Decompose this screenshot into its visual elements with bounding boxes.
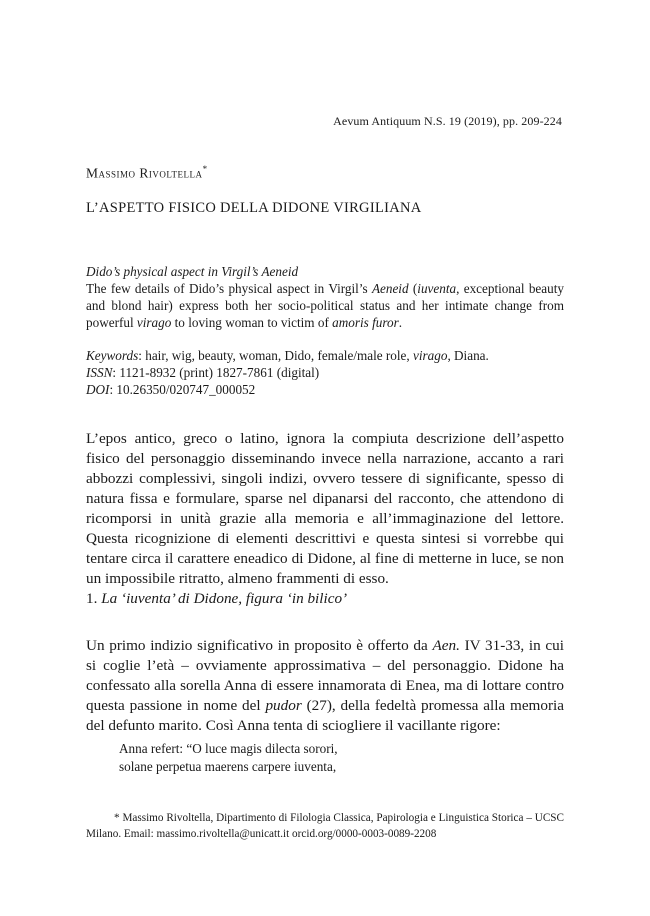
issn-line	[86, 364, 564, 381]
abstract-text	[86, 280, 564, 331]
abstract-virago: virago	[136, 315, 172, 330]
journal-reference: Aevum Antiquum N.S. 19 (2019), pp. 209-224	[333, 114, 562, 128]
author-name-text: Massimo Rivoltella	[86, 165, 203, 181]
issn-value: : 1121-8932 (print) 1827-7861 (digital)	[112, 365, 320, 380]
term-pudor: pudor	[265, 697, 302, 714]
abstract	[86, 263, 564, 331]
author-name	[86, 164, 208, 182]
article-title: L’ASPETTO FISICO DELLA DIDONE VIRGILIANA	[86, 200, 422, 216]
doi-value: : 10.26350/020747_000052	[109, 382, 256, 397]
verse-line: solane perpetua maerens carpere iuventa,	[119, 758, 337, 774]
abstract-aeneid: Aeneid	[371, 281, 409, 296]
verse-line: Anna refert: “O luce magis dilecta sorori,	[119, 741, 338, 756]
doi-line	[86, 381, 564, 398]
keywords-virago: virago	[413, 348, 448, 363]
issn-label: ISSN	[86, 365, 113, 380]
section-title: La ‘iuventa’ di Didone, figura ‘in bilico’	[101, 590, 348, 607]
body-text-part: (27), della fedeltà promessa alla memoria del defunto marito. Così Anna tenta di sciogliere il vacillante rigore:	[86, 697, 564, 734]
section-heading	[86, 590, 347, 608]
footnote: * Massimo Rivoltella, Dipartimento di Filologia Classica, Papirologia e Linguistica Storica – UCSC Milano. Email: massimo.rivoltella@unicatt.it orcid.org/0000-0003-0089-2208	[86, 812, 564, 840]
abstract-text-part: to loving woman to victim of	[171, 315, 333, 330]
section-number: 1.	[86, 590, 102, 607]
article-metadata	[86, 347, 564, 398]
keywords-label: Keywords	[86, 348, 139, 363]
doi-label: DOI	[86, 382, 110, 397]
citation-aen: Aen.	[432, 637, 460, 654]
abstract-text-part: (	[408, 281, 418, 296]
body-paragraph-1: L’epos antico, greco o latino, ignora la compiuta descrizione dell’aspetto fisico del personaggio disseminando invece nella narrazione, accanto a rari abbozzi complessivi, singoli indizi, ovvero tessere di significante, spesso di natura fissa e formulare, sparse nel dipanarsi del racconto, che attendono di ricomporsi in unità grazie alla memoria e all’immaginazione del lettore. Questa ricognizione di elementi descrittivi e questa sintesi si vorrebbe qui tentare circa il carattere eneadico di Didone, al fine di metterne in luce, se non un impossibile ritratto, almeno frammenti di esso.	[86, 430, 564, 587]
abstract-amoris-furor: amoris furor	[332, 315, 399, 330]
abstract-text-part: The few details of Dido’s physical aspect in Virgil’s	[86, 281, 372, 296]
abstract-text-part: , exceptional beauty and blond hair) express both her socio-political status and her intimate change from powerful	[86, 281, 564, 330]
body-paragraph-2	[86, 636, 564, 736]
body-text-part: IV 31-33, in cui si coglie l’età – ovviamente approssimativa – del personaggio. Didone ha confessato alla sorella Anna di essere innamorata di Enea, ma di lottare contro questa passione in nome del	[86, 637, 564, 714]
verse-quotation	[119, 740, 338, 775]
abstract-text-part: .	[398, 315, 403, 330]
body-text-part: Un primo indizio significativo in proposito è offerto da	[86, 637, 433, 654]
keywords-text: , Diana.	[447, 348, 489, 363]
author-footnote-mark: *	[202, 164, 208, 174]
keywords-line	[86, 347, 564, 364]
keywords-text: : hair, wig, beauty, woman, Dido, female/male role,	[138, 348, 413, 363]
abstract-heading: Dido’s physical aspect in Virgil’s Aeneid	[86, 264, 299, 279]
abstract-iuventa: iuventa	[417, 281, 457, 296]
